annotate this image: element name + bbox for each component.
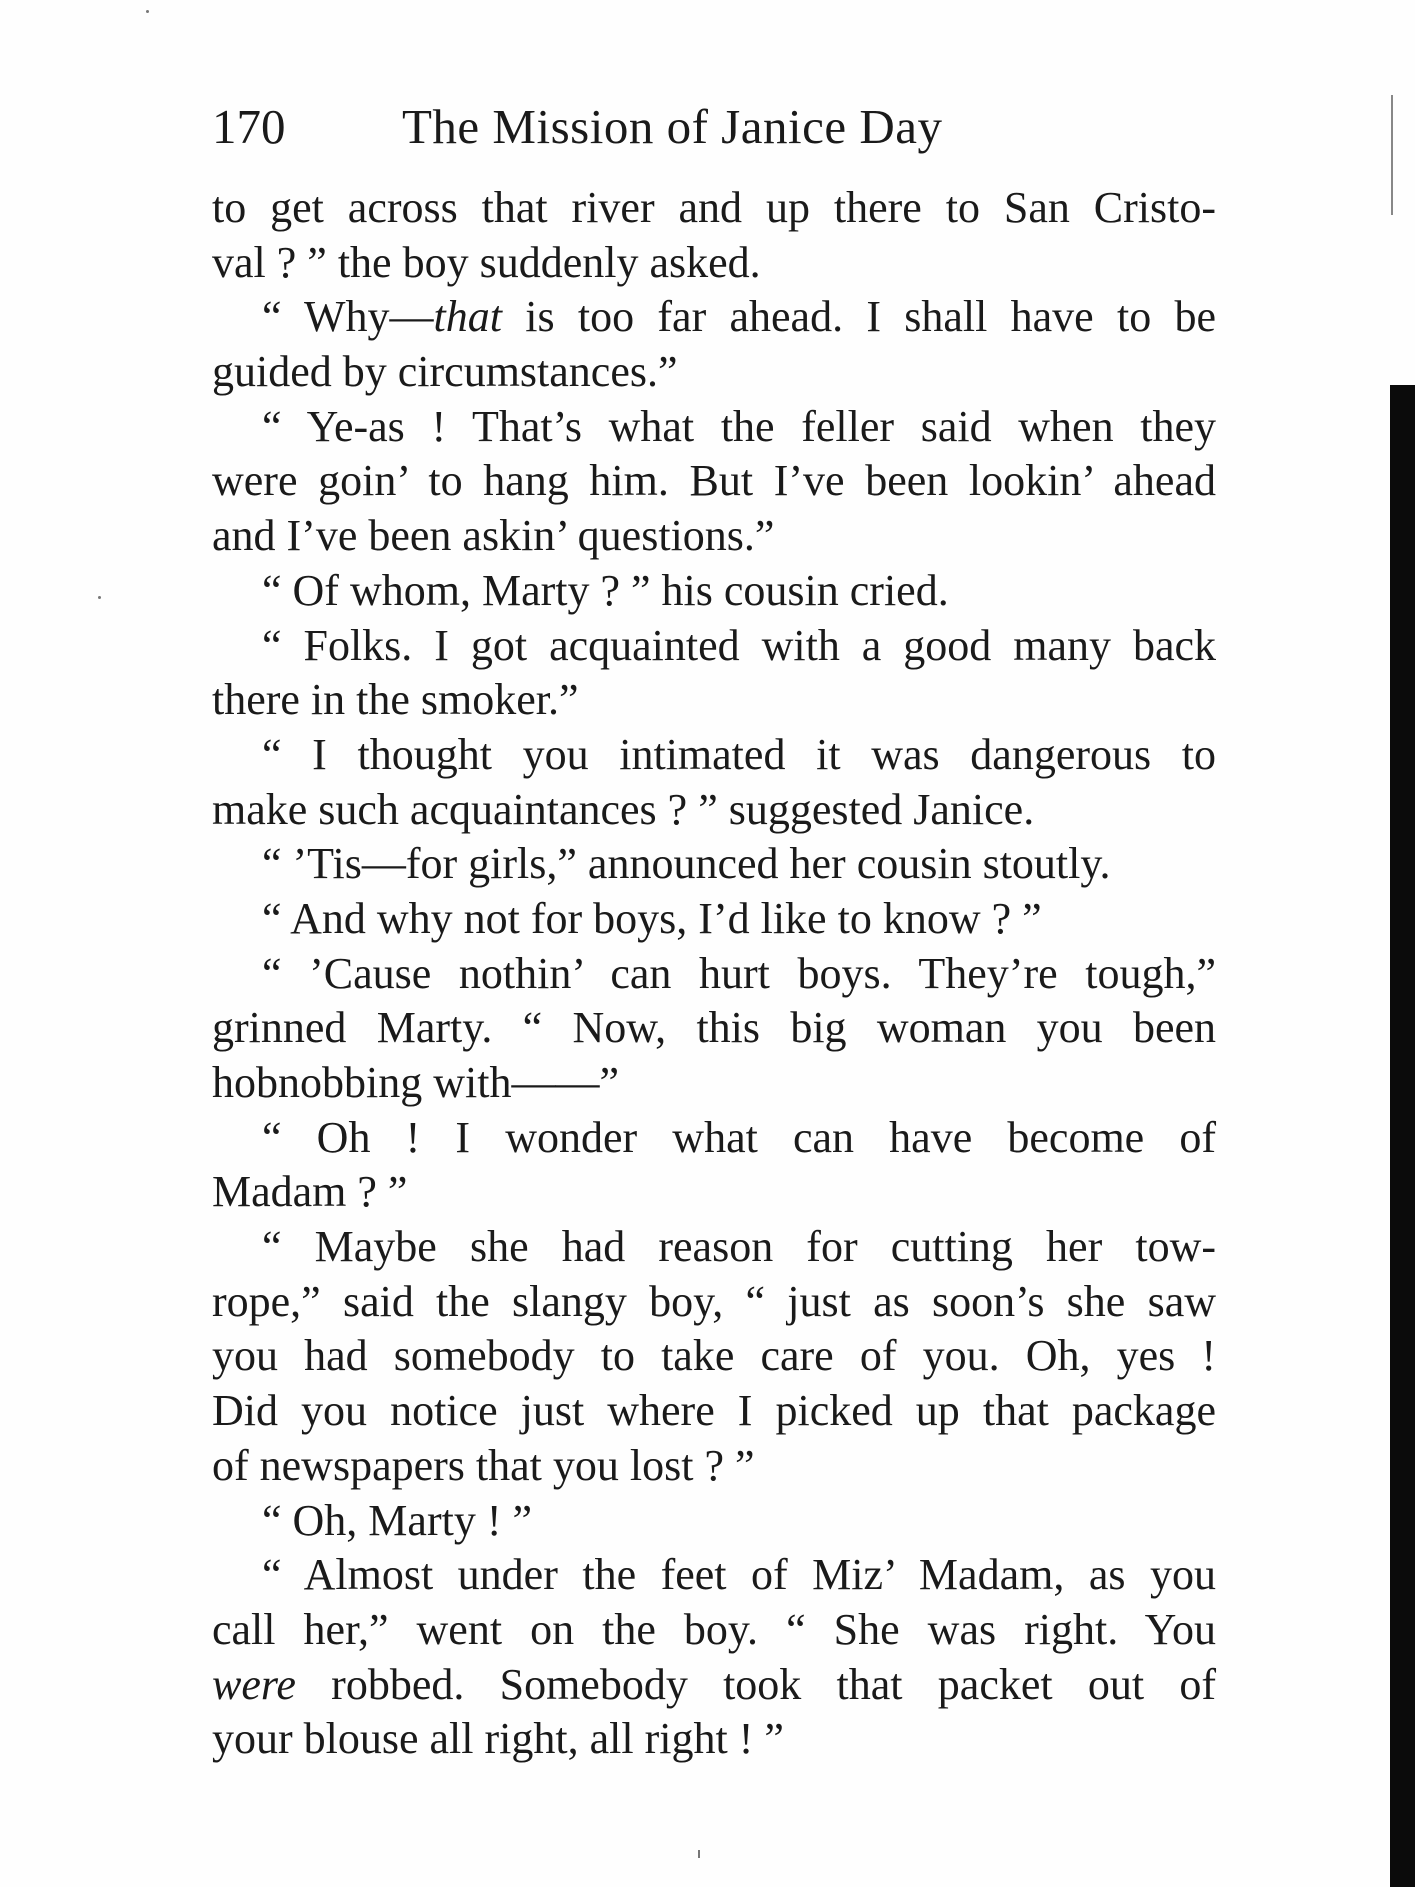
text-line [212, 947, 1216, 1002]
text-run: “ Why— [262, 292, 434, 342]
text-run: grinned Marty. “ Now, this big woman you been [212, 1003, 1216, 1053]
text-line [212, 1111, 1216, 1166]
text-run: Madam ? ” [212, 1167, 408, 1217]
text-run: and I’ve been askin’ questions.” [212, 511, 775, 561]
text-run: make such acquaintances ? ” suggested Janice. [212, 784, 1035, 834]
page-edge-line [1391, 95, 1393, 215]
text-run: of newspapers that you lost ? ” [212, 1440, 755, 1490]
text-line [212, 1658, 1216, 1713]
text-run: “ Folks. I got acquainted with a good many back [262, 620, 1216, 670]
text-run: you had somebody to take care of you. Oh, yes ! [212, 1331, 1216, 1381]
text-line [212, 673, 1216, 728]
running-header [212, 95, 1032, 159]
text-run: call her,” went on the boy. “ She was right. You [212, 1604, 1216, 1654]
italic-word: were [212, 1659, 296, 1709]
text-run: hobnobbing with——” [212, 1058, 619, 1107]
text-run: there in the smoker.” [212, 675, 579, 725]
text-run: “ Of whom, Marty ? ” his cousin cried. [262, 565, 949, 615]
text-run: is too far ahead. I shall have to be [502, 292, 1217, 342]
text-line [212, 1494, 1216, 1549]
text-line [212, 892, 1216, 947]
text-run: Did you notice just where I picked up that package [212, 1386, 1216, 1436]
running-title: The Mission of Janice Day [402, 99, 943, 154]
text-line [212, 837, 1216, 892]
scan-edge-shadow [1390, 385, 1415, 1887]
text-line [212, 181, 1216, 236]
text-line [212, 236, 1216, 291]
body-text [212, 181, 1216, 1767]
text-line [212, 1165, 1216, 1220]
text-run: val ? ” the boy suddenly asked. [212, 237, 761, 287]
text-run: “ I thought you intimated it was dangerous to [262, 729, 1216, 779]
text-line [212, 619, 1216, 674]
text-run: to get across that river and up there to San Cristo- [212, 183, 1216, 232]
text-run: rope,” said the slangy boy, “ just as soon’s she saw [212, 1276, 1216, 1326]
text-line [212, 1548, 1216, 1603]
text-line [212, 1220, 1216, 1275]
text-line [212, 345, 1216, 400]
text-line [212, 1056, 1216, 1111]
text-run: “ ’Cause nothin’ can hurt boys. They’re tough,” [262, 948, 1216, 998]
text-run: “ Oh, Marty ! ” [262, 1495, 533, 1545]
text-line [212, 1439, 1216, 1494]
text-run: “ ’Tis—for girls,” announced her cousin stoutly. [262, 839, 1111, 889]
text-run: “ Ye-as ! That’s what the feller said when they [262, 401, 1216, 451]
text-line [212, 1275, 1216, 1330]
scan-speck [146, 10, 149, 13]
scan-speck [698, 1850, 700, 1858]
text-run: “ Almost under the feet of Miz’ Madam, as you [262, 1550, 1216, 1600]
text-line [212, 400, 1216, 455]
text-line [212, 728, 1216, 783]
text-run: guided by circumstances.” [212, 347, 678, 397]
text-run: were goin’ to hang him. But I’ve been lookin’ ahead [212, 456, 1216, 506]
text-line [212, 1001, 1216, 1056]
text-line [212, 783, 1216, 838]
page-number: 170 [212, 99, 286, 154]
text-run: your blouse all right, all right ! ” [212, 1714, 784, 1764]
text-run: “ Maybe she had reason for cutting her tow- [262, 1222, 1216, 1272]
text-line [212, 1603, 1216, 1658]
text-line [212, 1329, 1216, 1384]
text-line [212, 454, 1216, 509]
text-run: robbed. Somebody took that packet out of [295, 1659, 1216, 1709]
scan-speck [98, 596, 101, 599]
text-line [212, 509, 1216, 564]
text-line [212, 1384, 1216, 1439]
text-run: “ Oh ! I wonder what can have become of [262, 1112, 1216, 1162]
italic-word: that [433, 292, 502, 342]
text-line [212, 564, 1216, 619]
text-line [212, 1712, 1216, 1767]
text-run: “ And why not for boys, I’d like to know ? ” [262, 893, 1042, 943]
text-line [212, 290, 1216, 345]
